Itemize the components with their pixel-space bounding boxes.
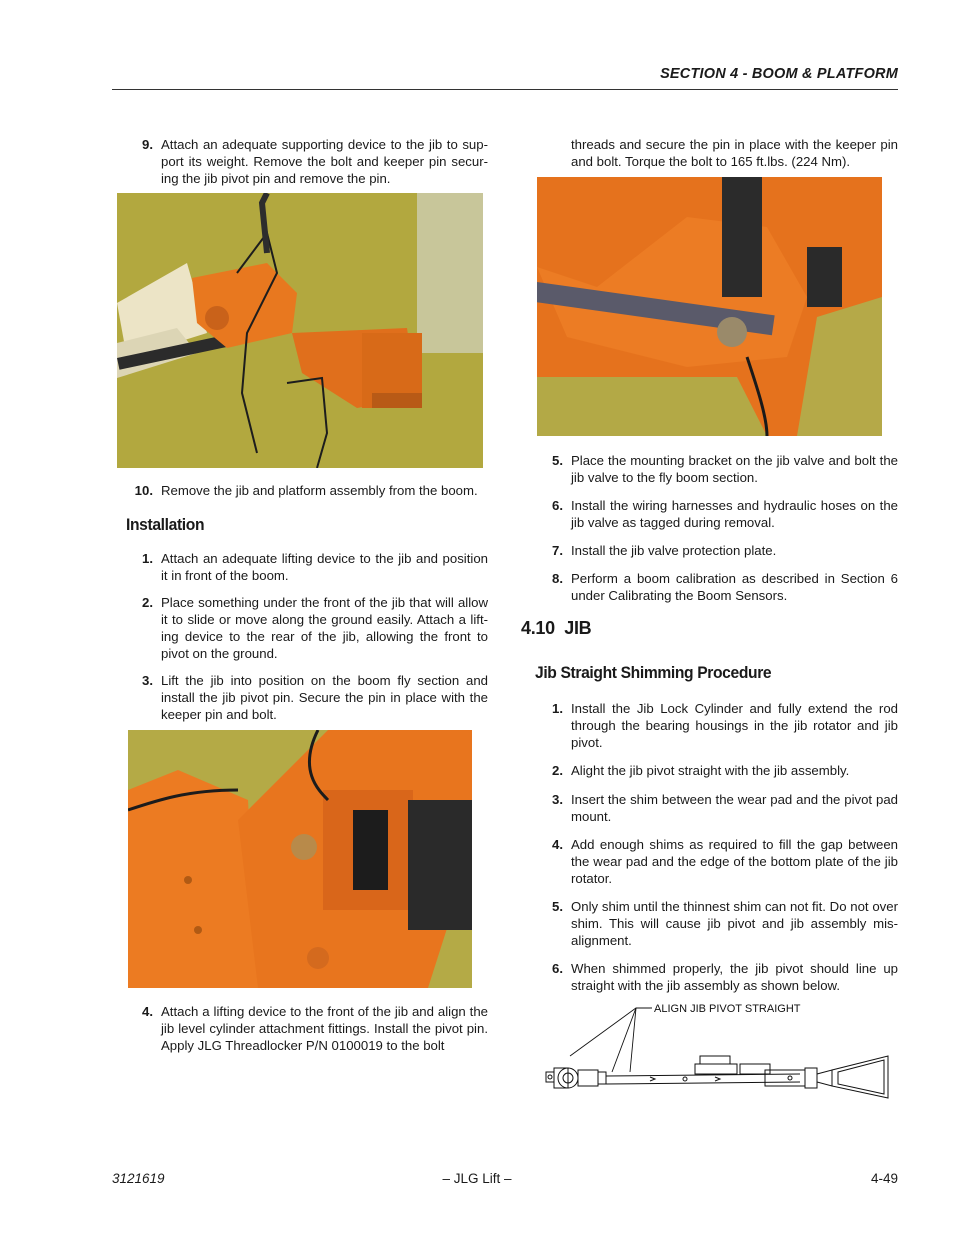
shimming-steps	[552, 700, 898, 994]
installation-steps-1-3	[142, 550, 488, 723]
diagram-label: ALIGN JIB PIVOT STRAIGHT	[654, 1003, 801, 1015]
shimming-heading: Jib Straight Shimming Procedure	[535, 663, 772, 682]
list-item: 4. Add enough shims as required to fill the gap between the wear pad and the edge of the bottom plate of the jib rotator.	[571, 836, 898, 887]
list-item: 2. Alight the jib pivot straight with the jib assembly.	[571, 762, 898, 779]
installation-step-4: 4. Attach a lifting device to the front of the jib and align the jib level cylinder attachment fittings. Install the pivot pin. Apply JLG Threadlocker P/N 0100019 to the bolt	[161, 1003, 488, 1054]
document-number: 3121619	[112, 1171, 165, 1186]
step-number: 5.	[552, 899, 563, 914]
step-number: 2.	[142, 595, 153, 610]
list-item: 5. Place the mounting bracket on the jib valve and bolt the jib valve to the fly boom section.	[571, 452, 898, 486]
step-number: 2.	[552, 763, 563, 778]
step-number: 5.	[552, 453, 563, 468]
header-divider	[112, 89, 898, 90]
step-number: 3.	[552, 792, 563, 807]
step-number: 6.	[552, 498, 563, 513]
step-number: 7.	[552, 543, 563, 558]
step-number: 3.	[142, 673, 153, 688]
step-number: 1.	[552, 701, 563, 716]
step-number: 9.	[142, 137, 153, 152]
list-item: 5. Only shim until the thinnest shim can not fit. Do not over shim. This will cause jib pivot and jib assembly mis-alignment.	[571, 898, 898, 949]
list-item: 1. Attach an adequate lifting device to the jib and position it in front of the boom.	[161, 550, 488, 584]
photo-jib-removal	[117, 193, 483, 468]
installation-step-4-continued: threads and secure the pin in place with the keeper pin and bolt. Torque the bolt to 165 ft.lbs. (224 Nm).	[571, 137, 898, 169]
section-heading	[521, 620, 591, 637]
page-number: 4-49	[870, 1171, 898, 1186]
installation-heading: Installation	[126, 515, 205, 534]
list-item: 3. Lift the jib into position on the boom fly section and install the jib pivot pin. Secure the pin in place with the keeper pin and bolt.	[161, 672, 488, 723]
list-item: 3. Insert the shim between the wear pad and the pivot pad mount.	[571, 791, 898, 825]
jib-alignment-diagram	[540, 998, 896, 1104]
step-number: 10.	[134, 483, 153, 498]
step-text: Remove the jib and platform assembly from the boom.	[161, 483, 478, 498]
list-item: 6. When shimmed properly, the jib pivot should line up straight with the jib assembly as shown below.	[571, 960, 898, 994]
step-number: 4.	[552, 837, 563, 852]
step-text: Attach an adequate supporting device to the jib to sup-port its weight. Remove the bolt and keeper pin secur-ing the jib pivot pin and remove the pin.	[161, 137, 488, 186]
step-number: 1.	[142, 551, 153, 566]
step-number: 8.	[552, 571, 563, 586]
list-item: 1. Install the Jib Lock Cylinder and fully extend the rod through the bearing housings in the jib rotator and jib pivot.	[571, 700, 898, 751]
section-title: JIB	[564, 618, 592, 638]
installation-steps-5-8	[552, 452, 898, 604]
photo-jib-pivot-pin	[128, 730, 472, 988]
list-item: 7. Install the jib valve protection plate.	[571, 542, 898, 559]
list-item: 8. Perform a boom calibration as described in Section 6 under Calibrating the Boom Sensors.	[571, 570, 898, 604]
section-header: SECTION 4 - BOOM & PLATFORM	[660, 66, 898, 82]
list-item: 6. Install the wiring harnesses and hydraulic hoses on the jib valve as tagged during removal.	[571, 497, 898, 531]
left-step-10	[134, 482, 488, 499]
photo-jib-valve	[537, 177, 882, 436]
left-step-9	[142, 136, 488, 187]
step-number: 6.	[552, 961, 563, 976]
step-number: 4.	[142, 1004, 153, 1019]
list-item: 2. Place something under the front of the jib that will allow it to slide or move along the ground easily. Attach a lift-ing device to the rear of the jib, allowing the front to pivot on the ground.	[161, 594, 488, 662]
footer-brand: – JLG Lift –	[442, 1171, 512, 1186]
section-number: 4.10	[521, 618, 555, 638]
